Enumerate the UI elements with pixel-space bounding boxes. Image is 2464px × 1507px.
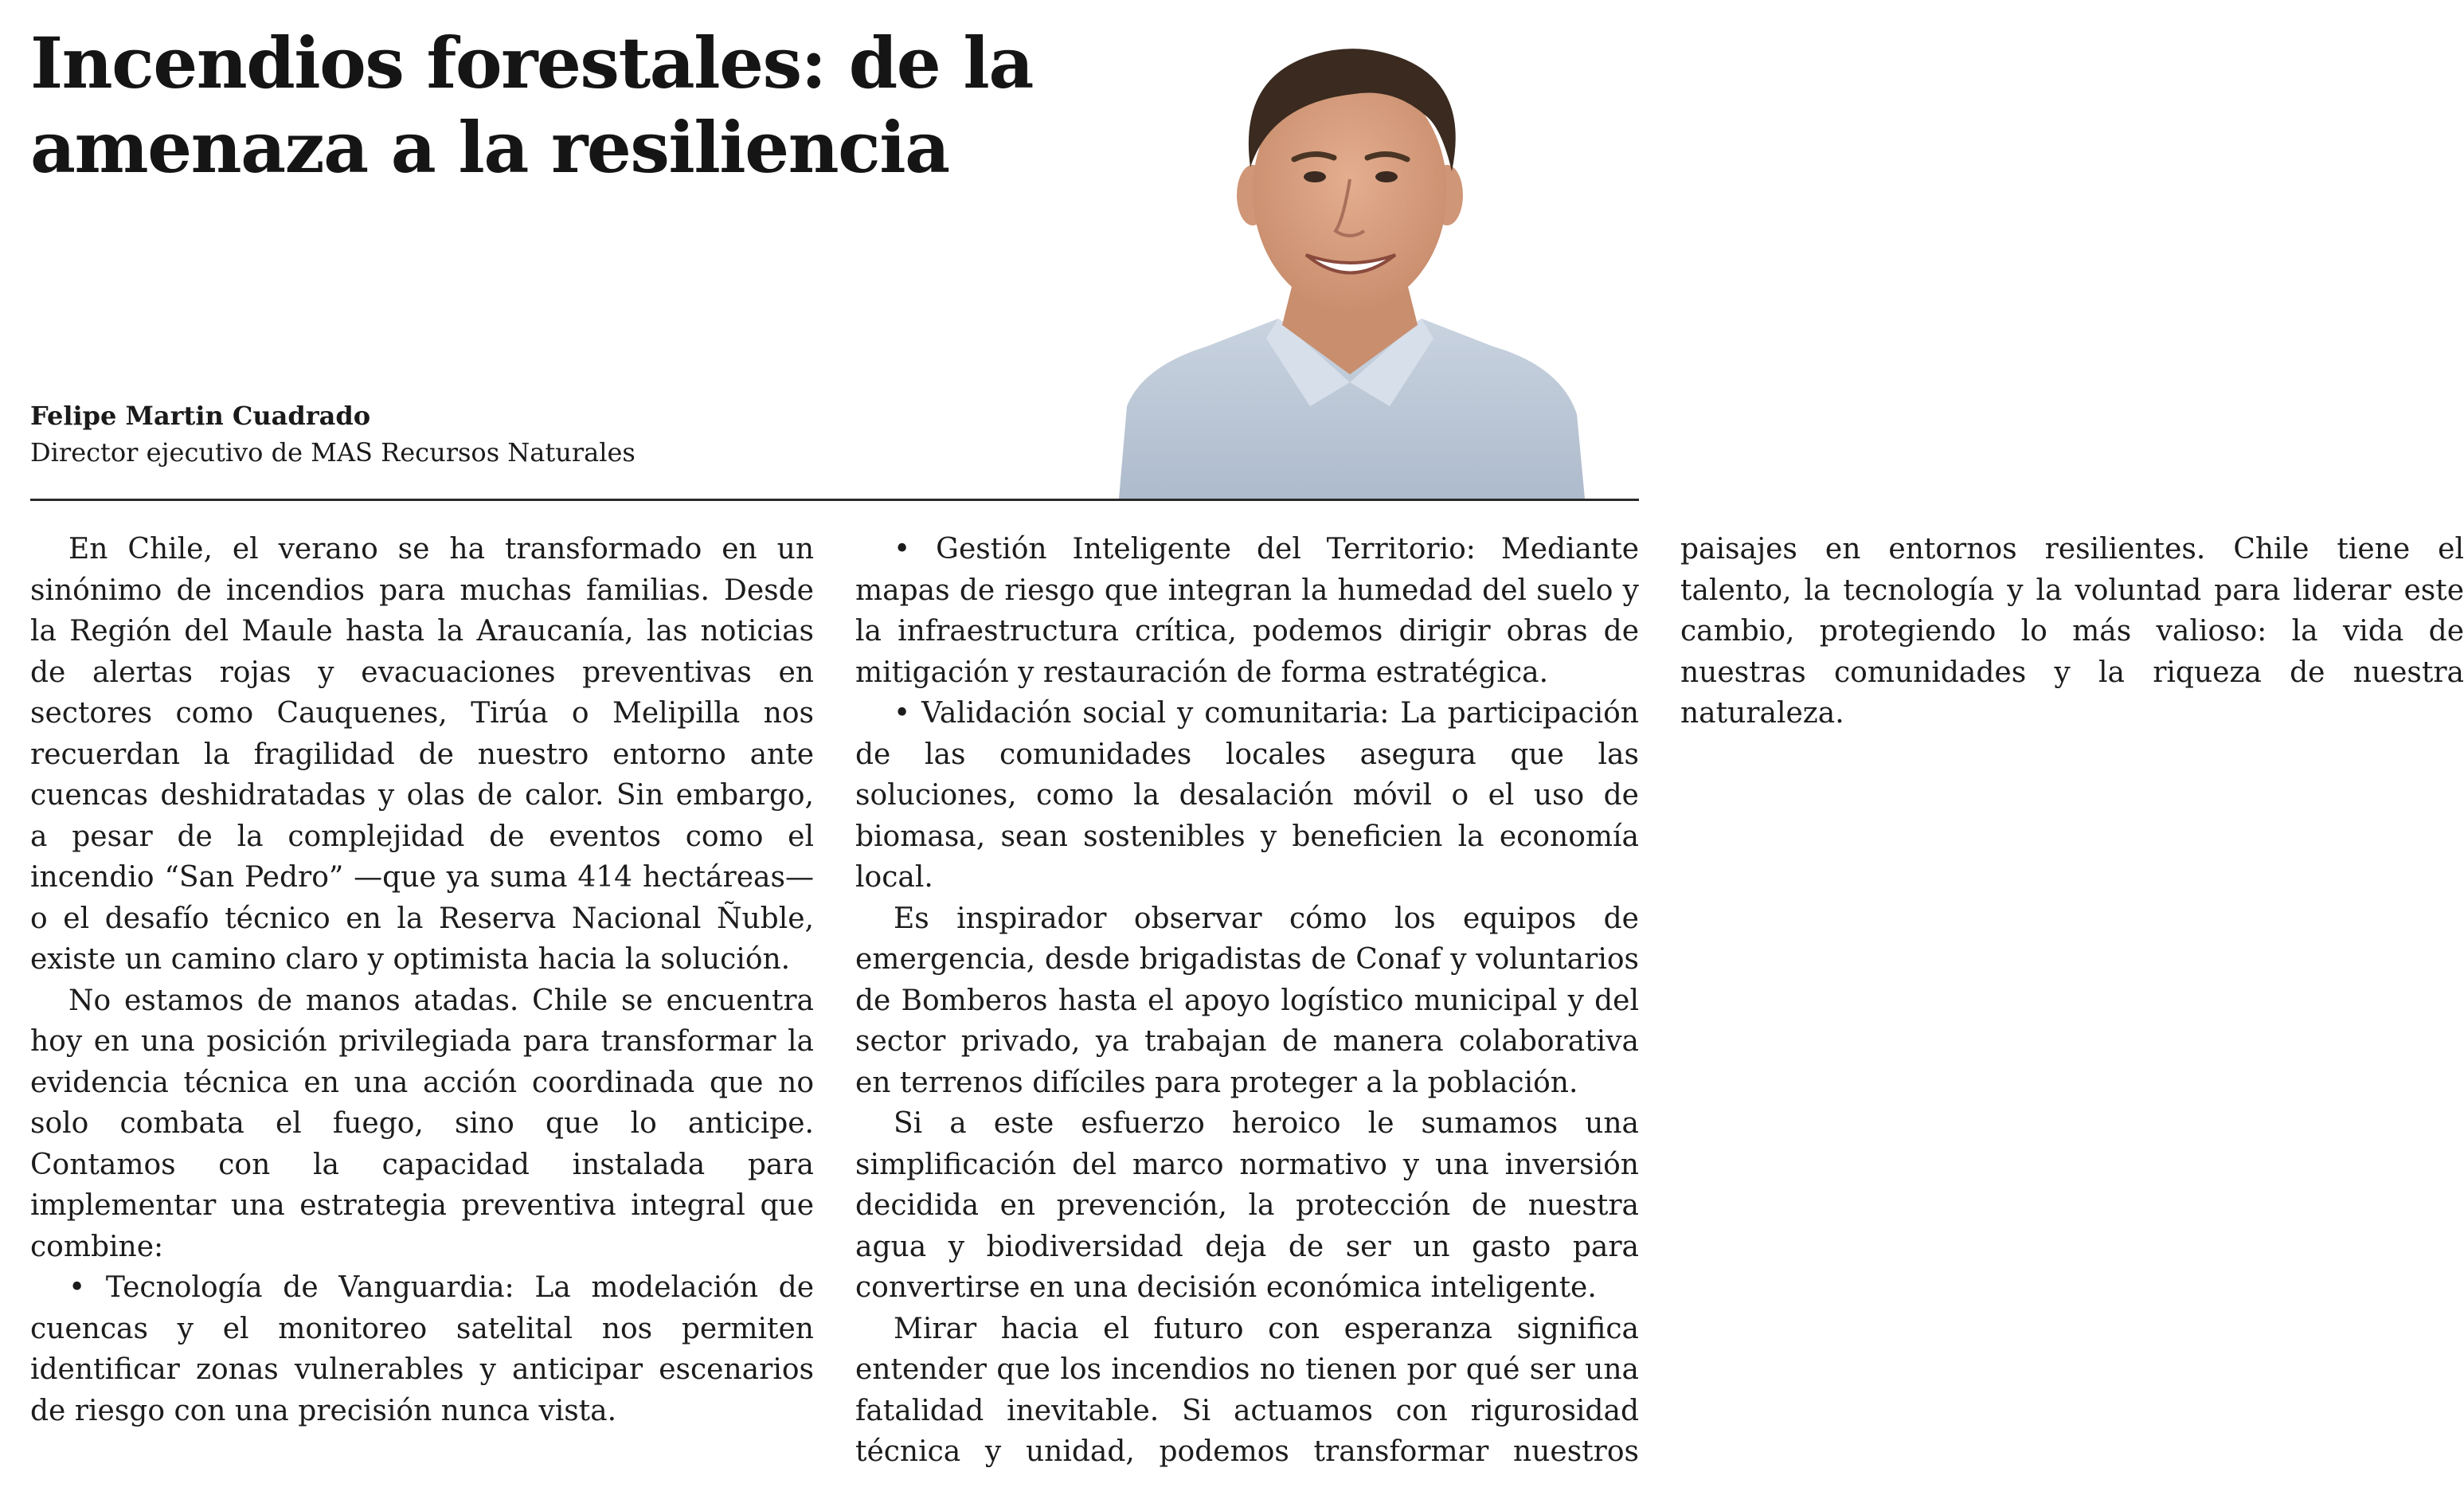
divider [30, 499, 1639, 501]
bullet-item: • Tecnología de Vanguardia: La modelación de cuencas y el monitoreo satelital nos permiten identificar zonas vulnerables y anticipar escenarios de riesgo con una precisión nunca vista. [30, 1271, 814, 1427]
paragraph: Mirar hacia el futuro con esperanza significa entender que los incendios no tienen por qué ser una fatalidad inevitable. Si actuamos con rigurosidad técnica y unidad, podemos transformar nuestros paisajes en entornos resilientes. Chile tiene el talento, la tecnología y la voluntad para liderar este cambio, protegiendo lo más valioso: la vida de nuestras comunidades y la riqueza de nuestra naturaleza. [855, 533, 2464, 1468]
bullet-item: • Validación social y comunitaria: La participación de las comunidades locales asegura que las soluciones, como la desalación móvil o el uso de biomasa, sean sostenibles y beneficien la economía local. [855, 697, 1639, 894]
author-photo [1119, 32, 1585, 499]
paragraph: Si a este esfuerzo heroico le sumamos una simplificación del marco normativo y una inversión decidida en prevención, la protección de nuestra agua y biodiversidad deja de ser un gasto para convertirse en una decisión económica inteligente. [855, 1107, 1639, 1304]
article-title: Incendios forestales: de la amenaza a la resiliencia [30, 22, 1033, 189]
paragraph: No estamos de manos atadas. Chile se encuentra hoy en una posición privilegiada para transformar la evidencia técnica en una acción coordinada que no solo combata el fuego, sino que lo anticipe. Contamos con la capacidad instalada para implementar una estrategia preventiva integral que combine: [30, 984, 814, 1263]
paragraph: En Chile, el verano se ha transformado en un sinónimo de incendios para muchas familias. Desde la Región del Maule hasta la Araucanía, las noticias de alertas rojas y evacuaciones preventivas en sectores como Cauquenes, Tirúa o Melipilla nos recuerdan la fragilidad de nuestro entorno ante cuencas deshidratadas y olas de calor. Sin embargo, a pesar de la complejidad de eventos como el incendio “San Pedro” —que ya suma 414 hectáreas— o el desafío técnico en la Reserva Nacional Ñuble, existe un camino claro y optimista hacia la solución. [30, 533, 814, 976]
paragraph: Es inspirador observar cómo los equipos de emergencia, desde brigadistas de Conaf y voluntarios de Bomberos hasta el apoyo logístico municipal y del sector privado, ya trabajan de manera colaborativa en terrenos difíciles para proteger a la población. [855, 902, 1639, 1099]
bullet-item: • Gestión Inteligente del Territorio: Mediante mapas de riesgo que integran la humedad del suelo y la infraestructura crítica, podemos dirigir obras de mitigación y restauración de forma estratégica. [855, 533, 1639, 689]
author-role: Director ejecutivo de MAS Recursos Naturales [30, 437, 636, 468]
author-name: Felipe Martin Cuadrado [30, 401, 371, 431]
article-body [30, 529, 2464, 1485]
